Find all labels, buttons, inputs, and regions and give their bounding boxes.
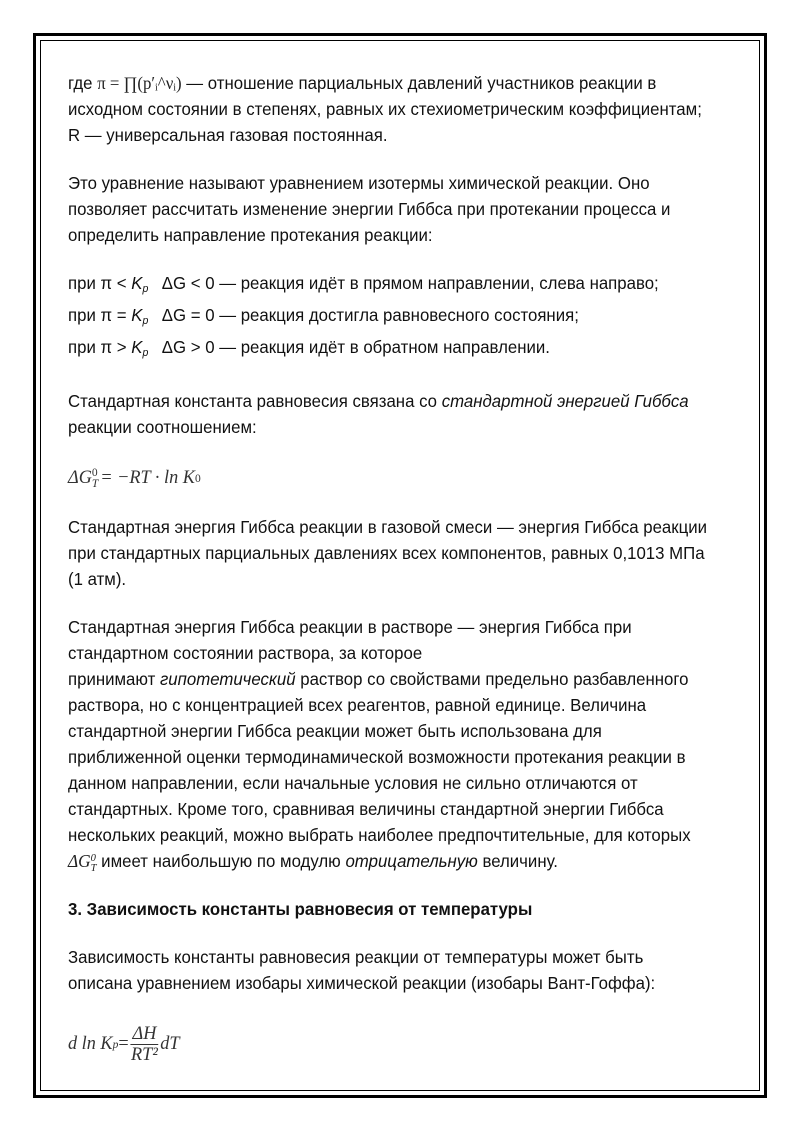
section-heading: 3. Зависимость константы равновесия от температуры	[68, 899, 533, 919]
condition-text: — реакция идёт в прямом направлении, слева направо;	[214, 273, 659, 293]
document-body	[68, 70, 711, 1090]
conditions-list	[68, 270, 711, 366]
condition-k: K	[131, 273, 143, 293]
formula-vant-hoff	[68, 1018, 711, 1070]
text-lead: где	[68, 73, 93, 93]
formula-gibbs-standard	[68, 462, 711, 494]
condition-text: — реакция достигла равновесного состояния;	[214, 305, 579, 325]
condition-dg: ΔG < 0	[161, 273, 215, 293]
text-d-italic: отрицательную	[345, 851, 478, 871]
text-a: Стандартная энергия Гиббса реакции в растворе — энергия Гиббса при стандартном состоянии раствора, за которое	[68, 617, 632, 663]
text-c: раствор со свойствами предельно разбавленного раствора, но с концентрацией всех реагентов, равной единице. Величина стандартной энергии Гиббса реакции может быть использована для приближенной оценки термодинамической возможности протекания реакции в данном направлении, если начальные условия не сильно отличаются от стандартных. Кроме того, сравнивая величины стандартной энергии Гиббса нескольких реакций, можно выбрать наиболее предпочтительные, для которых	[68, 669, 691, 845]
inline-math: ΔG	[68, 851, 91, 871]
text-italic: стандартной энергией Гиббса	[441, 391, 689, 411]
formula-sub: T	[91, 476, 99, 490]
condition-less	[68, 270, 711, 302]
condition-equal	[68, 302, 711, 334]
condition-p: p	[142, 283, 149, 295]
condition-pre: при π >	[68, 337, 132, 357]
formula-rhs-sup: 0	[194, 471, 201, 485]
formula2-lhs: d ln K	[68, 1033, 113, 1054]
condition-text: — реакция идёт в обратном направлении.	[214, 337, 550, 357]
paragraph-gas-mixture: Стандартная энергия Гиббса реакции в газовой смеси — энергия Гиббса реакции при стандартных парциальных давлениях всех компонентов, равных 0,1013 МПа (1 атм).	[68, 517, 708, 589]
condition-dg: ΔG = 0	[161, 305, 215, 325]
inline-math-sub: T	[90, 861, 97, 874]
condition-greater	[68, 334, 711, 366]
condition-pre: при π <	[68, 273, 132, 293]
paragraph-standard-constant	[68, 388, 711, 440]
inline-formula	[68, 851, 97, 874]
text-b-italic: гипотетический	[159, 669, 296, 689]
text-e: величину.	[477, 851, 558, 871]
formula2-tail: dT	[160, 1033, 180, 1054]
paragraph-isotherm: Это уравнение называют уравнением изотермы химической реакции. Оно позволяет рассчитать изменение энергии Гиббса при протекании процесса и определить направление протекания реакции:	[68, 173, 671, 245]
formula2-eq: =	[118, 1033, 129, 1054]
inline-math-sup: 0	[90, 851, 96, 864]
condition-pre: при π =	[68, 305, 132, 325]
condition-k: K	[131, 305, 143, 325]
formula2-fraction	[131, 1024, 159, 1065]
formula2-denominator: RT²	[131, 1043, 158, 1065]
text-after: реакции соотношением:	[68, 417, 257, 437]
paragraph-solution	[68, 614, 711, 874]
condition-dg: ΔG > 0	[161, 337, 215, 357]
text-d: имеет наибольшую по модулю	[96, 851, 346, 871]
formula2-lhs-sub: p	[112, 1037, 119, 1051]
formula-sup: 0	[91, 465, 98, 479]
formula2-numerator: ΔH	[132, 1022, 157, 1044]
text-b: принимают	[68, 669, 160, 689]
text-before: Стандартная константа равновесия связана со	[68, 391, 442, 411]
condition-p: p	[142, 347, 149, 359]
condition-p: p	[142, 315, 149, 327]
formula-lhs: ΔG	[68, 467, 92, 488]
formula-rhs: = −RT · ln K	[100, 467, 195, 488]
paragraph-pi-definition	[68, 70, 711, 148]
condition-k: K	[131, 337, 143, 357]
pi-description: — отношение парциальных давлений участников реакции в исходном состоянии в степенях, равных их стехиометрическим коэффициентам; R — универсальная газовая постоянная.	[68, 73, 702, 145]
paragraph-vant-hoff: Зависимость константы равновесия реакции от температуры может быть описана уравнением изобары химической реакции (изобары Вант-Гоффа):	[68, 947, 656, 993]
pi-formula: π = ∏(p′ᵢ^νᵢ)	[97, 73, 182, 93]
